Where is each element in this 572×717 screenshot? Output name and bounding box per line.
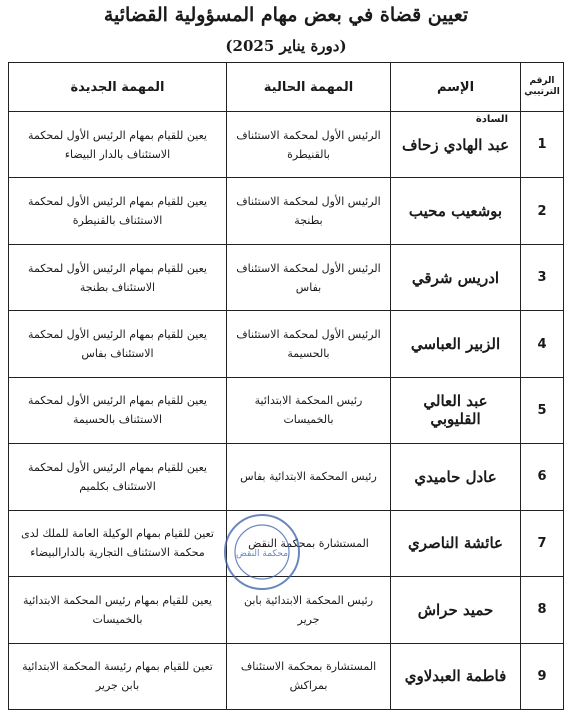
row-new-role: تعين للقيام بمهام رئيسة المحكمة الابتدائية بابن جرير xyxy=(9,643,227,710)
row-current-role: الرئيس الأول لمحكمة الاستئناف بالقنيطرة xyxy=(227,112,391,178)
row-current-role: الرئيس الأول لمحكمة الاستئناف بفاس xyxy=(227,244,391,310)
row-current-role: رئيس المحكمة الابتدائية بفاس xyxy=(227,444,391,510)
row-name: عبد الهادي زحاف xyxy=(401,135,510,154)
row-name: فاطمة العبدلاوي xyxy=(391,643,521,710)
row-new-role: يعين للقيام بمهام الرئيس الأول لمحكمة الاستئناف بالقنيطرة xyxy=(9,178,227,244)
row-name: بوشعيب محيب xyxy=(391,178,521,244)
row-number: 1 xyxy=(521,112,564,178)
row-new-role: يعين للقيام بمهام الرئيس الأول لمحكمة الاستئناف بطنجة xyxy=(9,244,227,310)
row-current-role: المستشارة بمحكمة النقض xyxy=(227,510,391,576)
row-new-role: يعين للقيام بمهام رئيس المحكمة الابتدائية بالخميسات xyxy=(9,577,227,643)
table-row xyxy=(9,577,564,643)
row-new-role: يعين للقيام بمهام الرئيس الأول لمحكمة الاستئناف بالحسيمة xyxy=(9,377,227,443)
row-number: 2 xyxy=(521,178,564,244)
appointments-table xyxy=(8,62,564,710)
header-new-role: المهمة الجديدة xyxy=(9,63,227,112)
table-row xyxy=(9,244,564,310)
row-number: 5 xyxy=(521,377,564,443)
row-number: 6 xyxy=(521,444,564,510)
header-number: الرقم الترتيبي xyxy=(521,63,564,112)
table-row xyxy=(9,510,564,576)
table-row xyxy=(9,112,564,178)
row-current-role: المستشارة بمحكمة الاستئناف بمراكش xyxy=(227,643,391,710)
row-number: 7 xyxy=(521,510,564,576)
row-number: 9 xyxy=(521,643,564,710)
row-new-role: يعين للقيام بمهام الرئيس الأول لمحكمة الاستئناف بفاس xyxy=(9,311,227,377)
row-name-cell xyxy=(391,112,521,178)
row-name: عائشة الناصري xyxy=(391,510,521,576)
row-new-role: تعين للقيام بمهام الوكيلة العامة للملك لدى محكمة الاستئناف التجارية بالدارالبيضاء xyxy=(9,510,227,576)
row-name: حميد حراش xyxy=(391,577,521,643)
row-name: عبد العالي القليوبي xyxy=(391,377,521,443)
row-current-role: رئيس المحكمة الابتدائية بالخميسات xyxy=(227,377,391,443)
row-name: الزبير العباسي xyxy=(391,311,521,377)
table-row xyxy=(9,311,564,377)
row-number: 8 xyxy=(521,577,564,643)
header-current-role: المهمة الحالية xyxy=(227,63,391,112)
table-row xyxy=(9,444,564,510)
table-row xyxy=(9,643,564,710)
table-header-row xyxy=(9,63,564,112)
honorific-label: السادة xyxy=(475,114,508,125)
row-name: عادل حاميدي xyxy=(391,444,521,510)
stamp-text: محكمة النقض xyxy=(235,549,289,559)
row-current-role: الرئيس الأول لمحكمة الاستئناف بطنجة xyxy=(227,178,391,244)
header-name: الإسم xyxy=(391,63,521,112)
row-name: ادريس شرقي xyxy=(391,244,521,310)
row-number: 3 xyxy=(521,244,564,310)
row-new-role: يعين للقيام بمهام الرئيس الأول لمحكمة الاستئناف بالدار البيضاء xyxy=(9,112,227,178)
table-row xyxy=(9,178,564,244)
row-new-role: يعين للقيام بمهام الرئيس الأول لمحكمة الاستئناف بكلميم xyxy=(9,444,227,510)
row-number: 4 xyxy=(521,311,564,377)
document-subtitle: (دورة يناير 2025) xyxy=(225,37,347,55)
row-current-role: الرئيس الأول لمحكمة الاستئناف بالحسيمة xyxy=(227,311,391,377)
table-row xyxy=(9,377,564,443)
document-title: تعيين قضاة في بعض مهام المسؤولية القضائية xyxy=(103,4,469,26)
row-current-role: رئيس المحكمة الابتدائية بابن جرير xyxy=(227,577,391,643)
